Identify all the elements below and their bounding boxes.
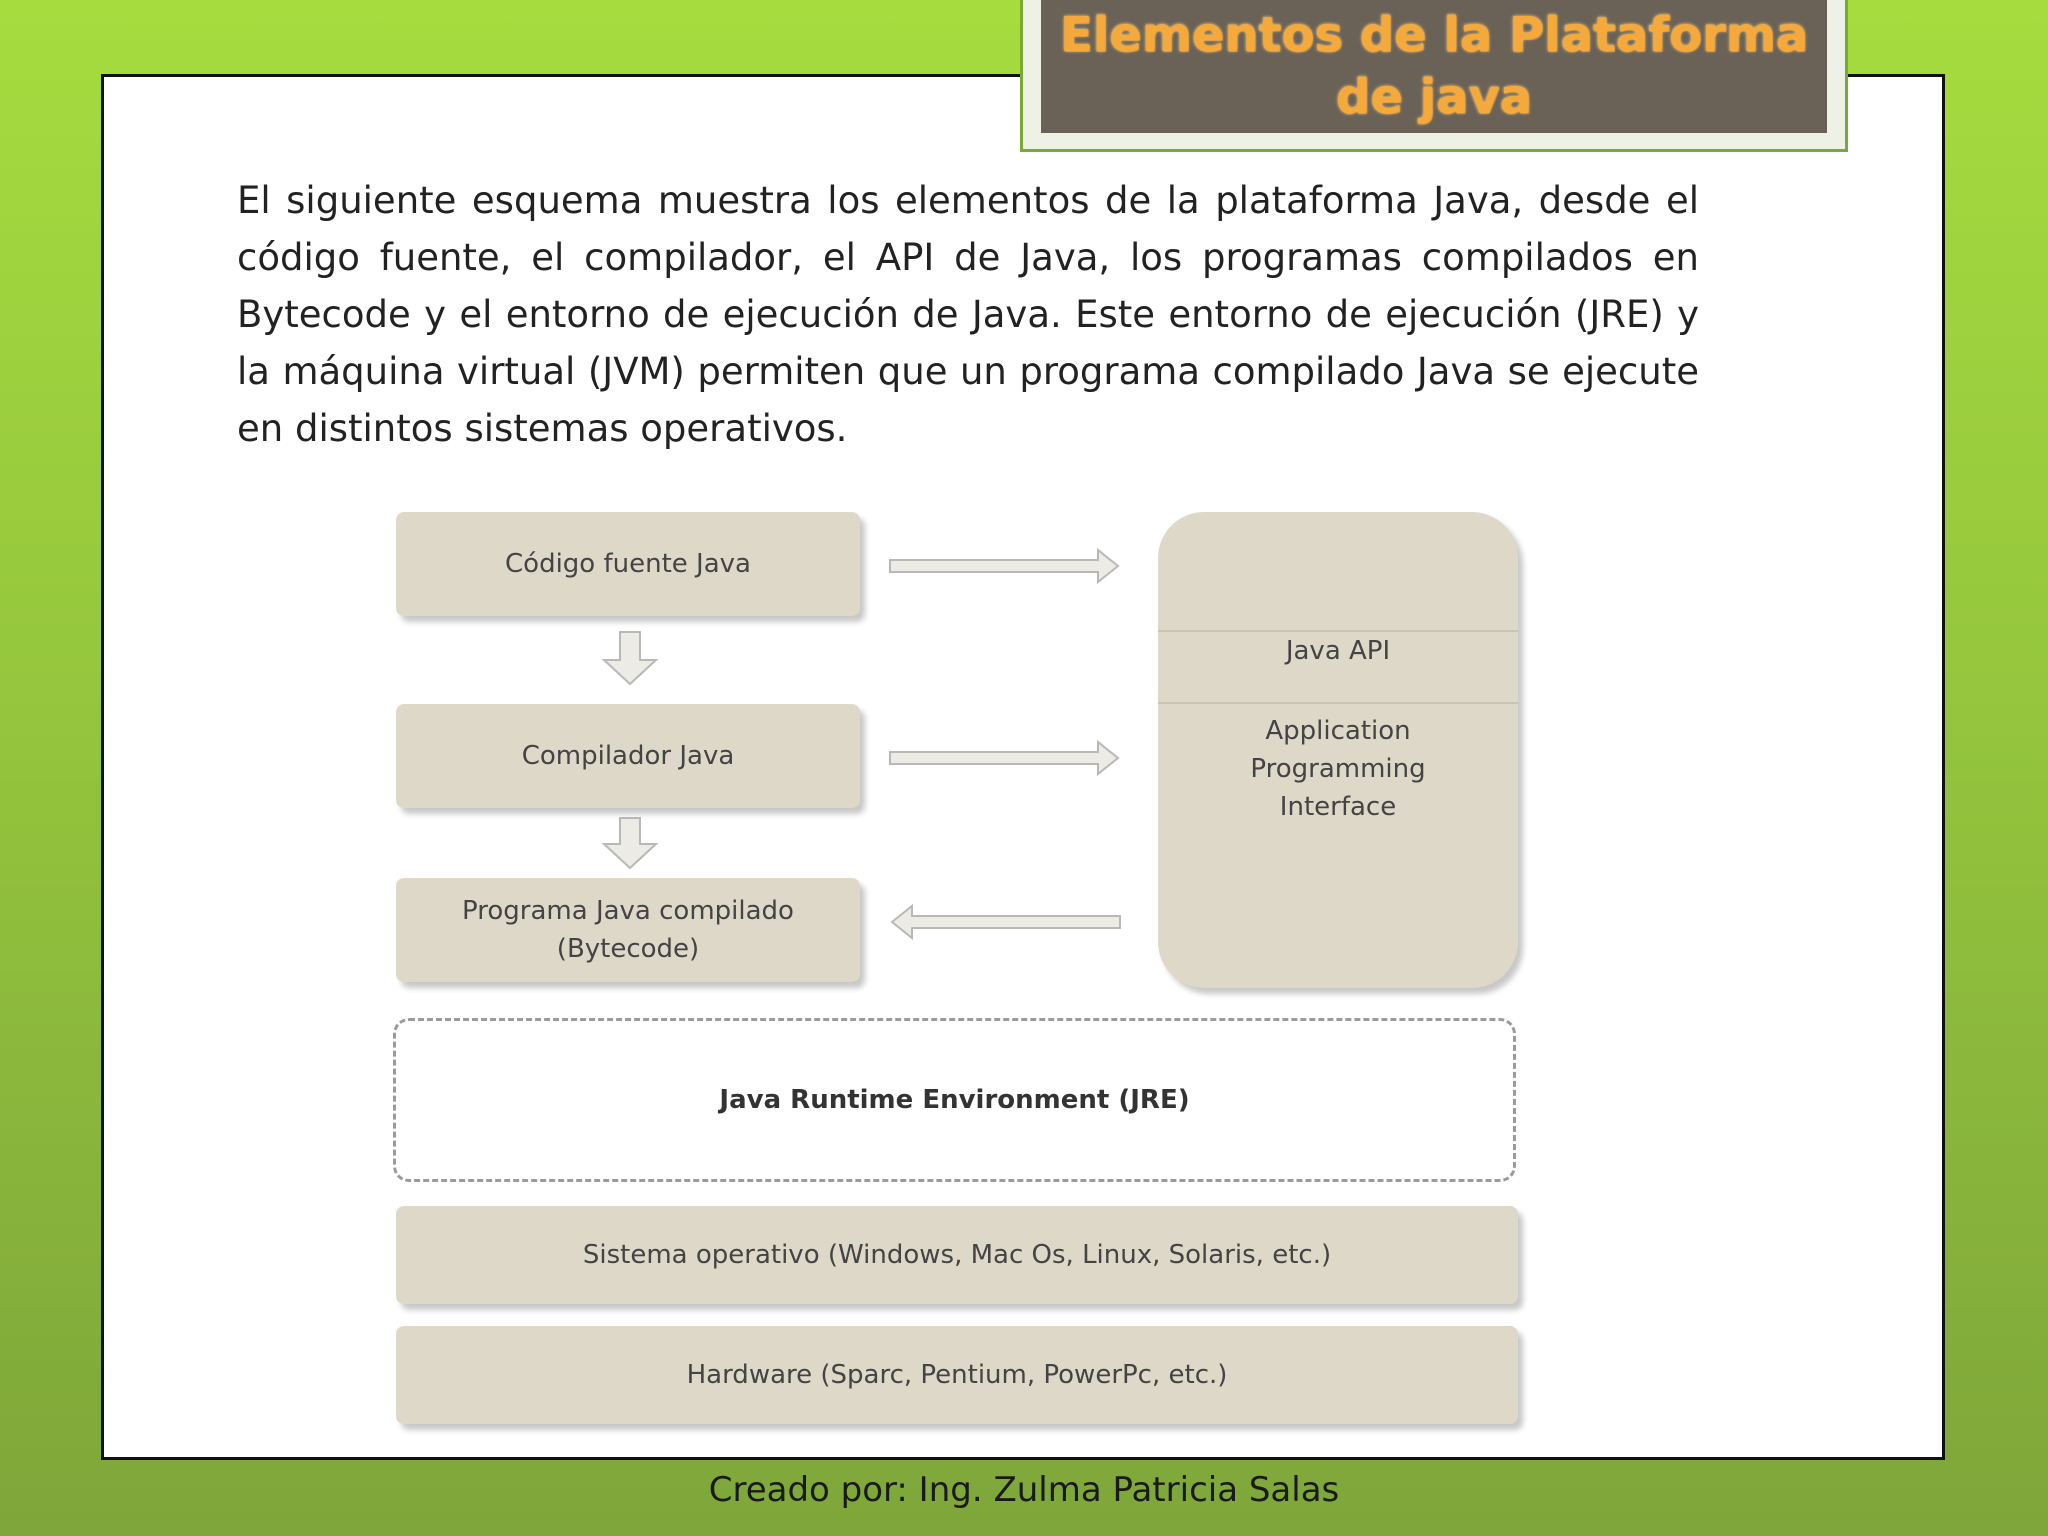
api-divider-top: [1158, 630, 1518, 632]
operating-system-label: Sistema operativo (Windows, Mac Os, Linux, Solaris, etc.): [582, 1240, 1332, 1270]
hardware-label: Hardware (Sparc, Pentium, PowerPc, etc.): [686, 1360, 1228, 1390]
java-api-title: Java API: [1285, 636, 1391, 666]
arrow-source-to-compiler: [600, 630, 660, 686]
source-code-box: [396, 512, 860, 616]
api-divider-bottom: [1158, 702, 1518, 704]
arrow-source-to-api: [888, 546, 1122, 586]
title-frame: [1020, 0, 1848, 152]
compiled-program-box: [396, 878, 860, 982]
compiled-program-label: Programa Java compilado: [462, 896, 794, 926]
arrow-compiler-to-api: [888, 738, 1122, 778]
api-description: [1158, 712, 1518, 826]
title-box: [1041, 0, 1827, 133]
footer-credit: Creado por: Ing. Zulma Patricia Salas: [708, 1470, 1340, 1510]
api-line-3: Interface: [1279, 792, 1397, 822]
jre-box: [393, 1018, 1516, 1182]
operating-system-box: [396, 1206, 1518, 1304]
slide-title: Elementos de la Plataforma de java: [1059, 7, 1809, 125]
source-code-label: Código fuente Java: [505, 549, 751, 579]
api-line-2: Programming: [1250, 754, 1426, 784]
hardware-box: [396, 1326, 1518, 1424]
compiler-label: Compilador Java: [521, 741, 735, 771]
arrow-compiler-to-compiled: [600, 816, 660, 870]
arrow-api-to-compiled: [888, 902, 1122, 942]
intro-paragraph: El siguiente esquema muestra los elementos de la plataforma Java, desde el código fuente, el compilador, el API de Java, los programas compilados en Bytecode y el entorno de ejecución de Java. Este entorno de ejecución (JRE) y la máquina virtual (JVM) permiten que un programa compilado Java se ejecute en distintos sistemas operativos.: [237, 179, 1699, 450]
bytecode-label: (Bytecode): [556, 934, 700, 964]
api-line-1: Application: [1265, 716, 1411, 746]
jre-label: Java Runtime Environment (JRE): [719, 1085, 1190, 1115]
compiler-box: [396, 704, 860, 808]
